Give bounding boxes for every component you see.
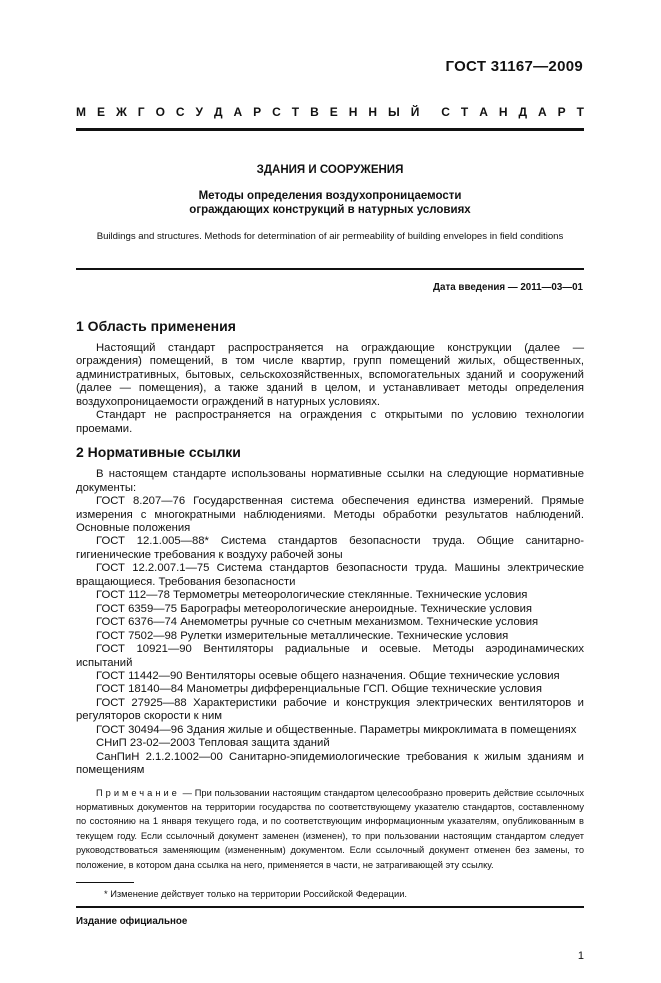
section-1-body	[76, 342, 584, 436]
reference-list	[76, 495, 584, 778]
heading-letter: Ж	[115, 105, 127, 119]
heading-letter: Р	[557, 105, 566, 119]
edition-label: Издание официальное	[76, 916, 188, 928]
reference-item: ГОСТ 12.1.005—88* Система стандартов безопасности труда. Общие санитарно-гигиенические требования к воздуху рабочей зоны	[76, 535, 584, 561]
heading-letter: Г	[137, 105, 145, 119]
footnote: * Изменение действует только на территории Российской Федерации.	[104, 889, 407, 900]
reference-item: ГОСТ 7502—98 Рулетки измерительные металлические. Технические условия	[96, 629, 509, 642]
heading-letter: Е	[329, 105, 338, 119]
heading-letter: Т	[460, 105, 469, 119]
heading-letter: Р	[253, 105, 262, 119]
heading-letter: А	[538, 105, 547, 119]
standard-type-heading	[76, 105, 584, 119]
paragraph: В настоящем стандарте использованы нормативные ссылки на следующие нормативные документы:	[76, 468, 584, 494]
heading-letter: Й	[410, 105, 420, 119]
document-designation: ГОСТ 31167—2009	[445, 58, 583, 75]
reference-item: СНиП 23-02—2003 Тепловая защита зданий	[96, 737, 330, 750]
reference-item: ГОСТ 11442—90 Вентиляторы осевые общего назначения. Общие технические условия	[96, 669, 560, 682]
section-2-body	[76, 468, 584, 777]
note	[76, 786, 584, 872]
heading-letter: Т	[576, 105, 584, 119]
english-title: Buildings and structures. Methods for determination of air permeability of building envelopes in field conditions	[96, 231, 564, 242]
heading-letter: У	[195, 105, 203, 119]
document-title: ЗДАНИЯ И СООРУЖЕНИЯ	[256, 164, 404, 176]
heading-letter: Н	[498, 105, 508, 119]
reference-item: ГОСТ 6376—74 Анемометры ручные со счетным механизмом. Технические условия	[96, 616, 539, 629]
reference-item: ГОСТ 10921—90 Вентиляторы радиальные и осевые. Методы аэродинамических испытаний	[76, 643, 584, 669]
heading-letter: Н	[368, 105, 377, 119]
note-label: Примечание	[96, 787, 180, 798]
heading-letter: Н	[348, 105, 358, 119]
paragraph: Настоящий стандарт распространяется на ограждающие конструкции (далее — ограждения) помещений, в том числе квартир, групп помещений жилых, общественных, административных, бытовых, сельскохозяйственных, вспомогательных зданий и сооружений (далее — помещения), а также зданий в целом, и устанавливает методы определения воздухопроницаемости ограждений в натурных условиях.	[76, 342, 584, 408]
document-subtitle-line2: ограждающих конструкций в натурных условиях	[189, 204, 471, 216]
section-1-heading: 1 Область применения	[76, 318, 236, 334]
reference-item: ГОСТ 30494—96 Здания жилые и общественные. Параметры микроклимата в помещениях	[96, 723, 577, 736]
document-subtitle-line1: Методы определения воздухопроницаемости	[198, 190, 462, 202]
heading-letter: А	[479, 105, 488, 119]
reference-item: СанПиН 2.1.2.1002—00 Санитарно-эпидемиологические требования к жилым зданиям и помещениям	[76, 750, 584, 777]
section-2-heading: 2 Нормативные ссылки	[76, 444, 241, 461]
heading-letter: С	[272, 105, 281, 119]
reference-item: ГОСТ 8.207—76 Государственная система обеспечения единства измерений. Прямые измерения с многократными наблюдениями. Методы обработки результатов наблюдений. Основные положения	[76, 495, 584, 534]
heading-letter: Е	[96, 105, 105, 119]
effective-date: Дата введения — 2011—03—01	[433, 282, 583, 293]
reference-item: ГОСТ 18140—84 Манометры дифференциальные ГСП. Общие технические условия	[96, 683, 542, 696]
header-rule	[76, 128, 584, 131]
note-text: — При пользовании настоящим стандартом целесообразно проверить действие ссылочных нормативных документов на территории государства по соответствующему указателю стандартов, составленному по состоянию на 1 января текущего года, и по соответствующим информационным указателям, опубликованным в текущем году. Если ссылочный документ заменен (изменен), то при пользовании настоящим стандартом следует руководствоваться заменяющим (измененным) документом. Если ссылочный документ отменен без замены, то положение, в котором дана ссылка на него, применяется в части, не затрагивающей эту ссылку.	[76, 787, 584, 870]
title-rule	[76, 268, 584, 270]
paragraph: Стандарт не распространяется на ограждения с открытыми по условию технологии проемами.	[76, 409, 584, 435]
heading-letter: Д	[518, 105, 528, 119]
heading-letter: А	[233, 105, 243, 119]
reference-item: ГОСТ 12.2.007.1—75 Система стандартов безопасности труда. Машины электрические вращающиеся. Требования безопасности	[76, 562, 584, 588]
reference-item: ГОСТ 6359—75 Барографы метеорологические анероидные. Технические условия	[96, 602, 533, 615]
heading-letter: Д	[213, 105, 223, 119]
page-number: 1	[577, 950, 584, 963]
heading-letter: С	[441, 105, 450, 119]
heading-letter: Ы	[387, 105, 400, 119]
heading-letter: М	[76, 105, 86, 119]
heading-letter: С	[175, 105, 185, 119]
reference-item: ГОСТ 112—78 Термометры метеорологические стеклянные. Технические условия	[96, 589, 528, 602]
reference-item: ГОСТ 27925—88 Характеристики рабочие и конструкция электрических вентиляторов и регуляторов скорости к ним	[76, 696, 584, 723]
footnote-rule	[76, 882, 134, 883]
heading-letter: О	[155, 105, 165, 119]
heading-letter: Т	[291, 105, 300, 119]
heading-letter: В	[310, 105, 319, 119]
document-body	[76, 318, 584, 983]
footer-rule	[76, 906, 584, 908]
